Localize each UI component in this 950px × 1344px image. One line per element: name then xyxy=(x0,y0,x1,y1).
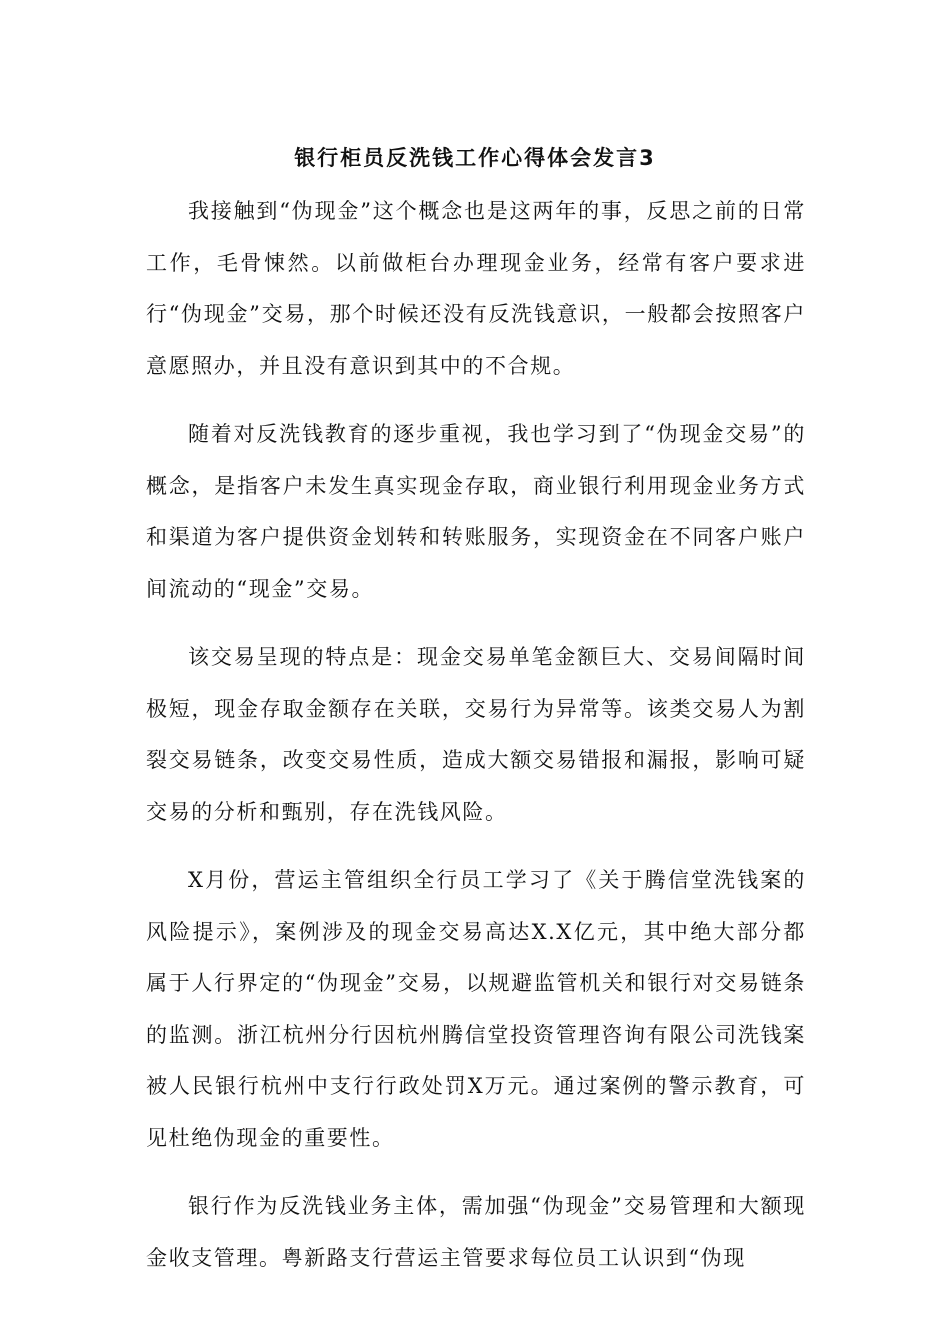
paragraph-1: 我接触到“伪现金”这个概念也是这两年的事，反思之前的日常工作，毛骨悚然。以前做柜台办理现金业务，经常有客户要求进行“伪现金”交易，那个时候还没有反洗钱意识，一般都会按照客户意愿照办，并且没有意识到其中的不合规。 xyxy=(146,199,806,378)
paragraph-2: 随着对反洗钱教育的逐步重视，我也学习到了“伪现金交易”的概念，是指客户未发生真实现金存取，商业银行利用现金业务方式和渠道为客户提供资金划转和转账服务，实现资金在不同客户账户间流动的“现金”交易。 xyxy=(146,422,806,601)
document-body xyxy=(146,186,806,1301)
document-title: 银行柜员反洗钱工作心得体会发言3 xyxy=(294,146,656,170)
paragraph-4: X月份，营运主管组织全行员工学习了《关于腾信堂洗钱案的风险提示》，案例涉及的现金交易高达X.X亿元，其中绝大部分都属于人行界定的“伪现金”交易，以规避监管机关和银行对交易链条的监测。浙江杭州分行因杭州腾信堂投资管理咨询有限公司洗钱案被人民银行杭州中支行行政处罚X万元。通过案例的警示教育，可见杜绝伪现金的重要性。 xyxy=(146,868,806,1150)
paragraph-5: 银行作为反洗钱业务主体，需加强“伪现金”交易管理和大额现金收支管理。粤新路支行营运主管要求每位员工认识到“伪现 xyxy=(146,1194,806,1270)
paragraph-3: 该交易呈现的特点是：现金交易单笔金额巨大、交易间隔时间极短，现金存取金额存在关联，交易行为异常等。该类交易人为割裂交易链条，改变交易性质，造成大额交易错报和漏报，影响可疑交易的分析和甄别，存在洗钱风险。 xyxy=(146,645,806,824)
